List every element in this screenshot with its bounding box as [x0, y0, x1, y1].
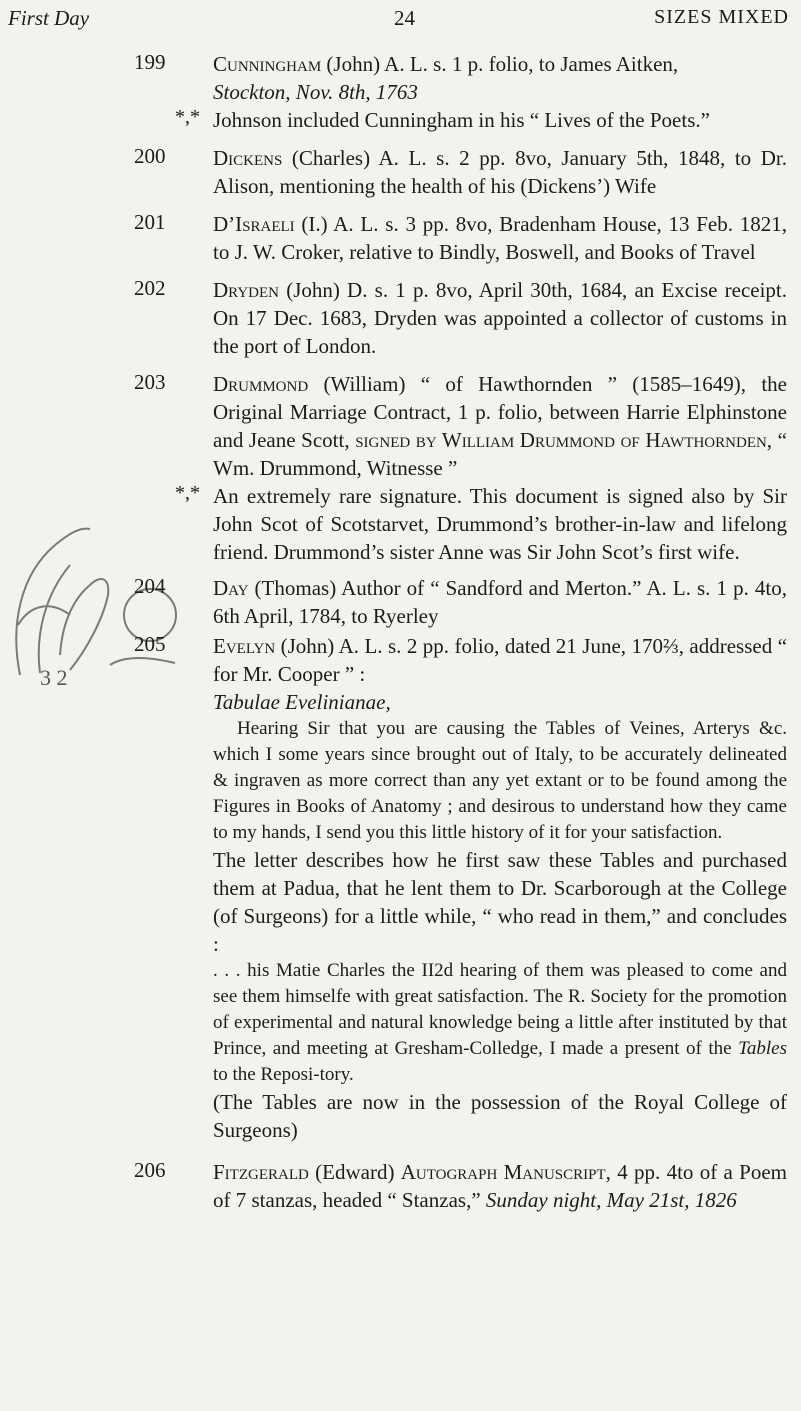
author-name: Drummond — [213, 372, 309, 396]
lot-entry — [0, 276, 801, 360]
page-number: 24 — [394, 6, 415, 30]
letter-quote-2: . . . his Matie Charles the II2d hearing of them was pleased to come and see them himselfe with great satisfaction. The R. Society for the promotion of experimental and natural knowledge being a little after instituted by that Prince, and meeting at Gresham-Colledge, I made a present of the Tables to the Reposi-tory. — [213, 960, 787, 1085]
lot-entry — [0, 574, 801, 630]
lot-number: 199 — [134, 50, 166, 74]
lot-description: Dickens (Charles) A. L. s. 2 pp. 8vo, January 5th, 1848, to Dr. Alison, mentioning the health of his (Dickens’) Wife — [213, 146, 787, 198]
author-name: Evelyn — [213, 634, 276, 658]
author-name: Cunningham — [213, 52, 322, 76]
note-asterisks: *,* — [175, 482, 200, 504]
lot-description: Cunningham (John) A. L. s. 1 p. folio, to James Aitken, Stockton, Nov. 8th, 1763 — [213, 52, 679, 104]
lot-number: 205 — [134, 632, 166, 656]
lot-number: 201 — [134, 210, 166, 234]
provenance-note: (The Tables are now in the possession of the Royal College of Surgeons) — [213, 1090, 787, 1142]
lot-note: *,* Johnson included Cunningham in his “ Lives of the Poets.” — [175, 106, 710, 132]
lot-list — [0, 50, 801, 1214]
lot-commentary: The letter describes how he first saw these Tables and purchased them at Padua, that he lent them to Dr. Scarborough at the College (of Surgeons) for a little while, “ who read in them,” and concludes : — [213, 848, 787, 956]
lot-entry — [0, 632, 801, 1144]
stamp-digits: 3 2 — [40, 665, 68, 690]
lot-description: D’Israeli (I.) A. L. s. 3 pp. 8vo, Bradenham House, 13 Feb. 1821, to J. W. Croker, relative to Bindly, Boswell, and Books of Travel — [213, 212, 787, 264]
author-name: Fitzgerald — [213, 1160, 309, 1184]
lot-description: Drummond (William) “ of Hawthornden ” (1585–1649), the Original Marriage Contract, 1 p. folio, between Harrie Elphinstone and Jeane Scott, signed by William Drummond of Hawthornden, “ Wm. Drummond, Witnesse ” — [213, 372, 787, 480]
lot-number: 204 — [134, 574, 166, 598]
lot-number: 202 — [134, 276, 166, 300]
letter-quote: Hearing Sir that you are causing the Tables of Veines, Arterys &c. which I some years since brought out of Italy, to be accurately delineated & ingraven as more correct than any yet extant or to be found among the Figures in Books of Anatomy ; and desirous to understand how they came to my hands, I send you this little history of it for your satisfaction. — [213, 718, 787, 843]
lot-number: 206 — [134, 1158, 166, 1182]
lot-entry — [0, 370, 801, 566]
running-head — [0, 6, 801, 38]
lot-entry — [0, 1158, 801, 1214]
author-name: Dickens — [213, 146, 283, 170]
lot-description: Fitzgerald (Edward) Autograph Manuscript, 4 pp. 4to of a Poem of 7 stanzas, headed “ Stanzas,” Sunday night, May 21st, 1826 — [213, 1160, 788, 1212]
author-name: Dryden — [213, 278, 280, 302]
author-name: Day — [213, 576, 249, 600]
lot-description: Dryden (John) D. s. 1 p. 8vo, April 30th, 1684, an Excise receipt. On 17 Dec. 1683, Dryden was appointed a collector of customs in the port of London. — [213, 278, 787, 358]
lot-description: Day (Thomas) Author of “ Sandford and Merton.” A. L. s. 1 p. 4to, 6th April, 1784, to Ryerley — [213, 576, 787, 628]
author-name: D’Israeli — [213, 212, 295, 236]
running-head-section: First Day — [8, 6, 90, 30]
lot-number: 203 — [134, 370, 166, 394]
note-asterisks: *,* — [175, 106, 200, 128]
running-head-title: SIZES MIXED — [654, 6, 789, 28]
lot-entry — [0, 144, 801, 200]
lot-entry — [0, 210, 801, 266]
lot-description: Evelyn (John) A. L. s. 2 pp. folio, dated 21 June, 170⅔, addressed “ for Mr. Cooper ” : — [213, 634, 787, 686]
lot-note: *,* An extremely rare signature. This document is signed also by Sir John Scot of Scotstarvet, Drummond’s brother-in-law and lifelong friend. Drummond’s sister Anne was Sir John Scot’s first wife. — [175, 482, 787, 564]
lot-number: 200 — [134, 144, 166, 168]
lot-entry — [0, 50, 801, 134]
document-title: Tabulae Evelinianae, — [213, 690, 391, 714]
